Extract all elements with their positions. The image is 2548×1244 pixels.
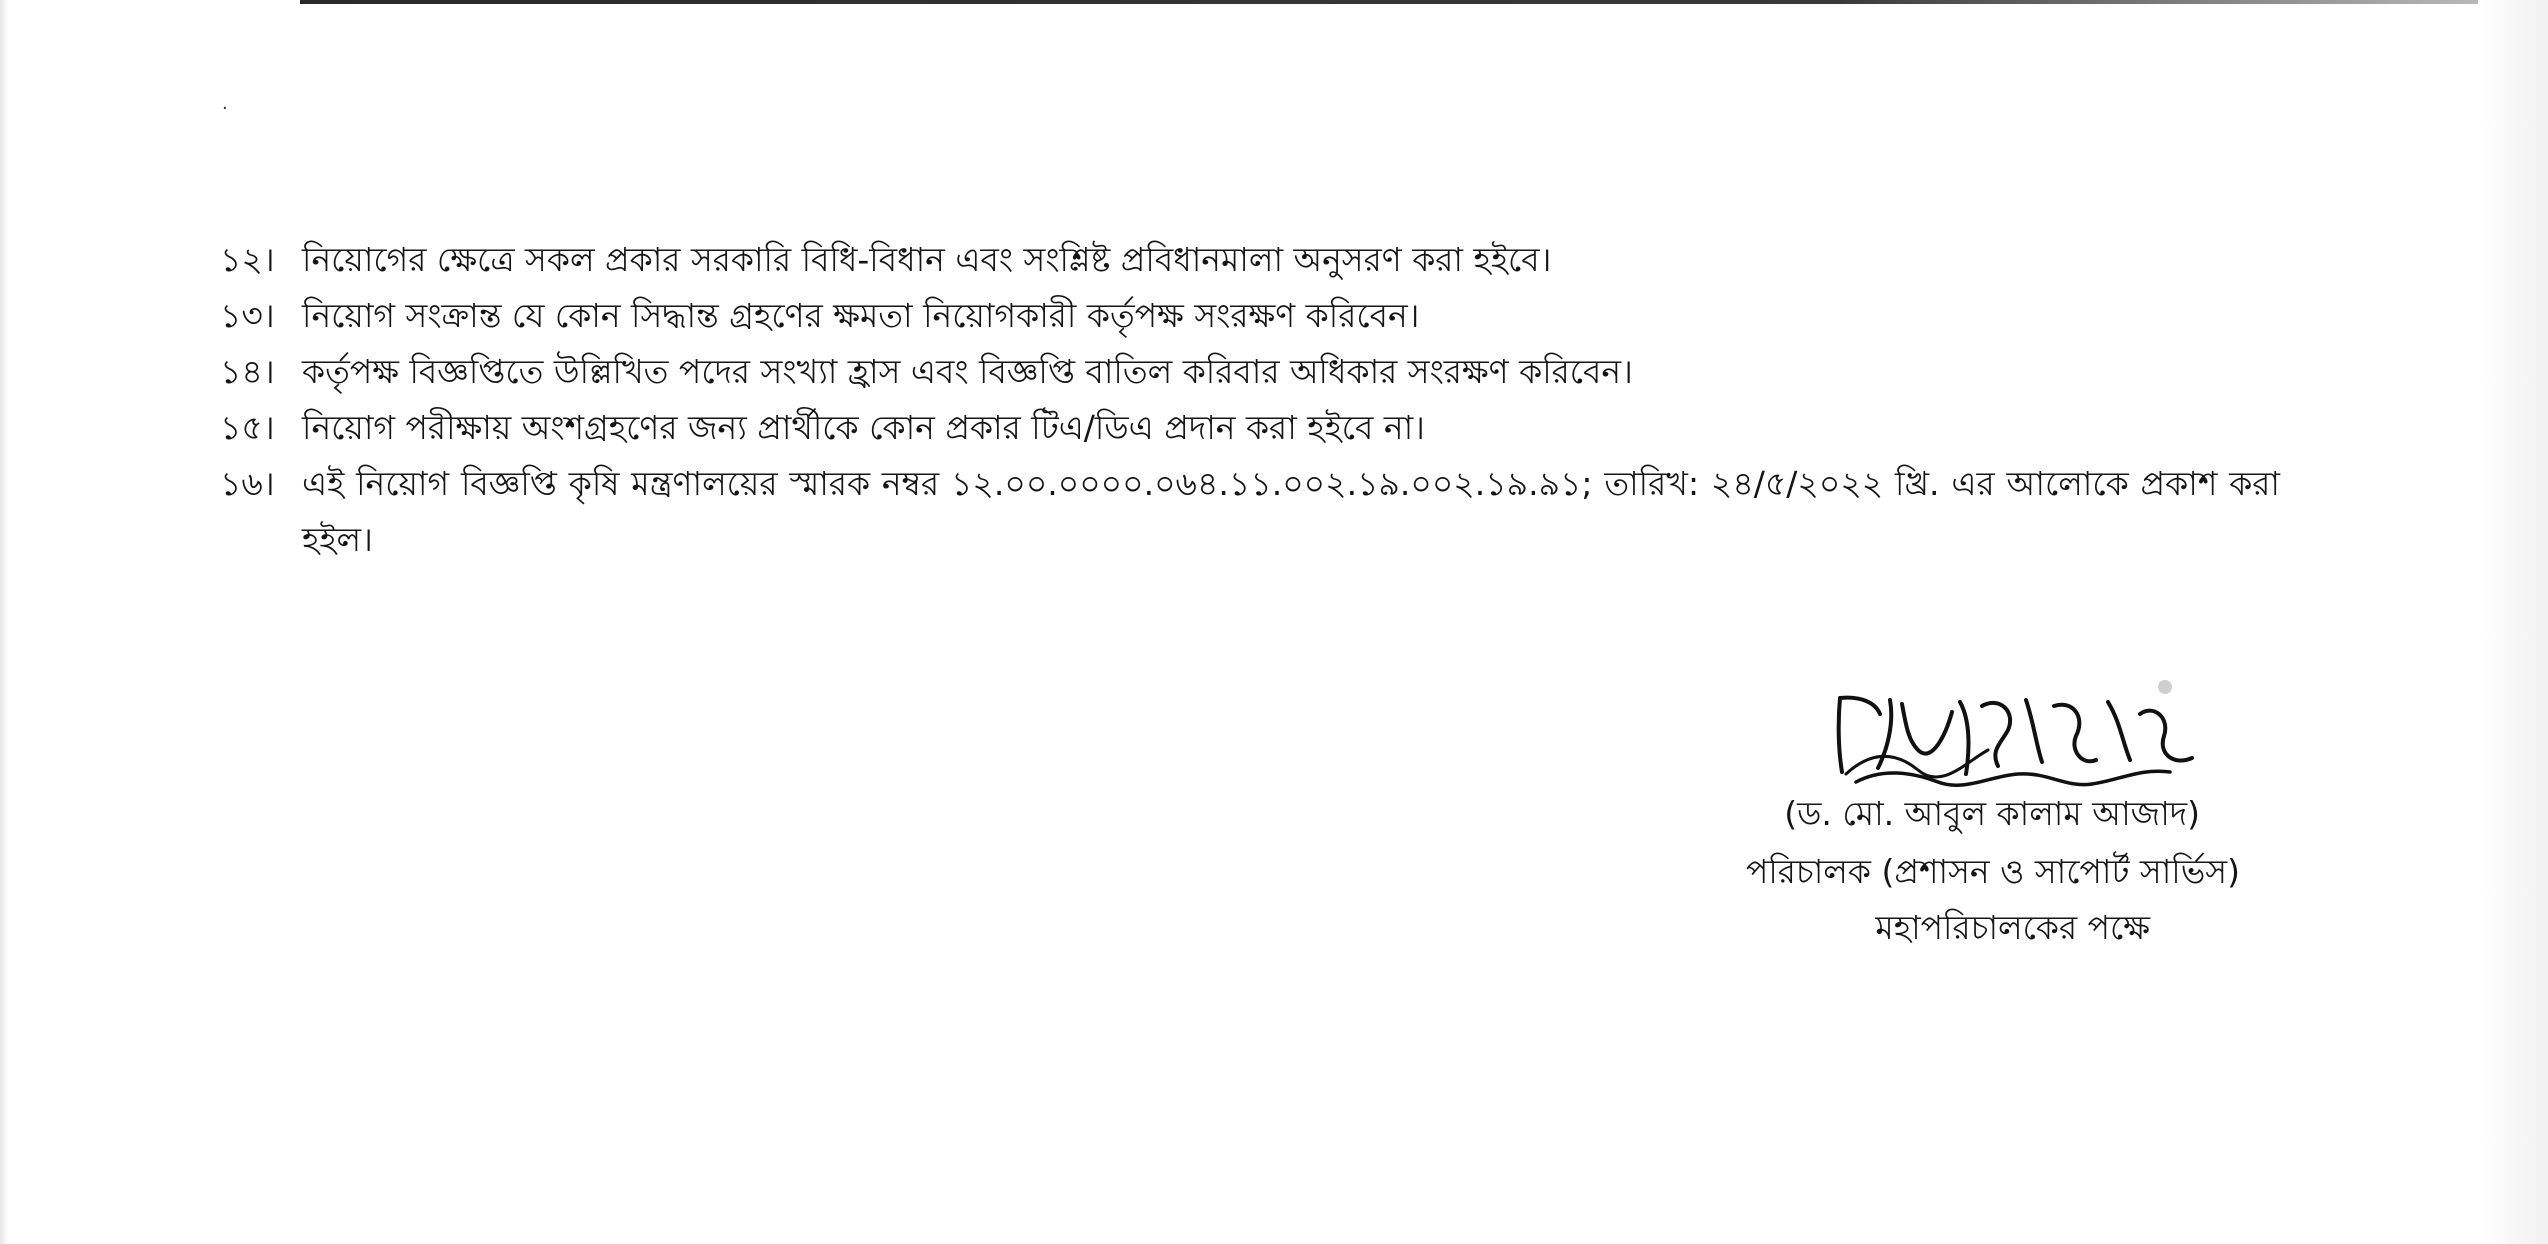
- signatory-name: (ড. মো. আবুল কালাম আজাদ): [1784, 794, 2200, 833]
- clause-16: [220, 456, 2280, 568]
- clause-list: [220, 232, 2280, 568]
- right-scan-shadow: [2478, 0, 2548, 1244]
- clause-13: [220, 288, 2280, 344]
- clause-12: [220, 232, 2280, 288]
- clause-text: নিয়োগ সংক্রান্ত যে কোন সিদ্ধান্ত গ্রহণের ক্ষমতা নিয়োগকারী কর্তৃপক্ষ সংরক্ষণ করিবেন।: [302, 296, 1420, 335]
- signatory-title: পরিচালক (প্রশাসন ও সাপোর্ট সার্ভিস): [1745, 852, 2240, 891]
- clause-number: ১২।: [220, 240, 275, 279]
- clause-number: ১৫।: [220, 408, 275, 447]
- clause-number: ১৩।: [220, 296, 275, 335]
- on-behalf-line: মহাপরিচালকের পক্ষে: [1875, 908, 2150, 947]
- left-scan-shadow: [0, 0, 8, 1244]
- clause-text: এই নিয়োগ বিজ্ঞপ্তি কৃষি মন্ত্রণালয়ের স্মারক নম্বর ১২.০০.০০০০.০৬৪.১১.০০২.১৯.০০২.১৯.৯১; তারিখ: ২৪/৫/২০২২ খ্রি. এর আলোকে প্রকাশ করা হইল।: [302, 464, 2280, 559]
- clause-text: নিয়োগ পরীক্ষায় অংশগ্রহণের জন্য প্রার্থীকে কোন প্রকার টিএ/ডিএ প্রদান করা হইবে না।: [302, 408, 1425, 447]
- clause-14: [220, 344, 2280, 400]
- clause-number: ১৪।: [220, 352, 275, 391]
- clause-15: [220, 400, 2280, 456]
- clause-text: কর্তৃপক্ষ বিজ্ঞপ্তিতে উল্লিখিত পদের সংখ্যা হ্রাস এবং বিজ্ঞপ্তি বাতিল করিবার অধিকার সংরক্ষণ করিবেন।: [302, 352, 1633, 391]
- top-page-edge: [300, 0, 2500, 4]
- handwritten-signature: [1820, 680, 2210, 810]
- clause-text: নিয়োগের ক্ষেত্রে সকল প্রকার সরকারি বিধি-বিধান এবং সংশ্লিষ্ট প্রবিধানমালা অনুসরণ করা হইবে।: [302, 240, 1552, 279]
- signature-block: [1620, 680, 2240, 980]
- clause-number: ১৬।: [220, 464, 275, 503]
- scan-speck: ·: [222, 98, 228, 119]
